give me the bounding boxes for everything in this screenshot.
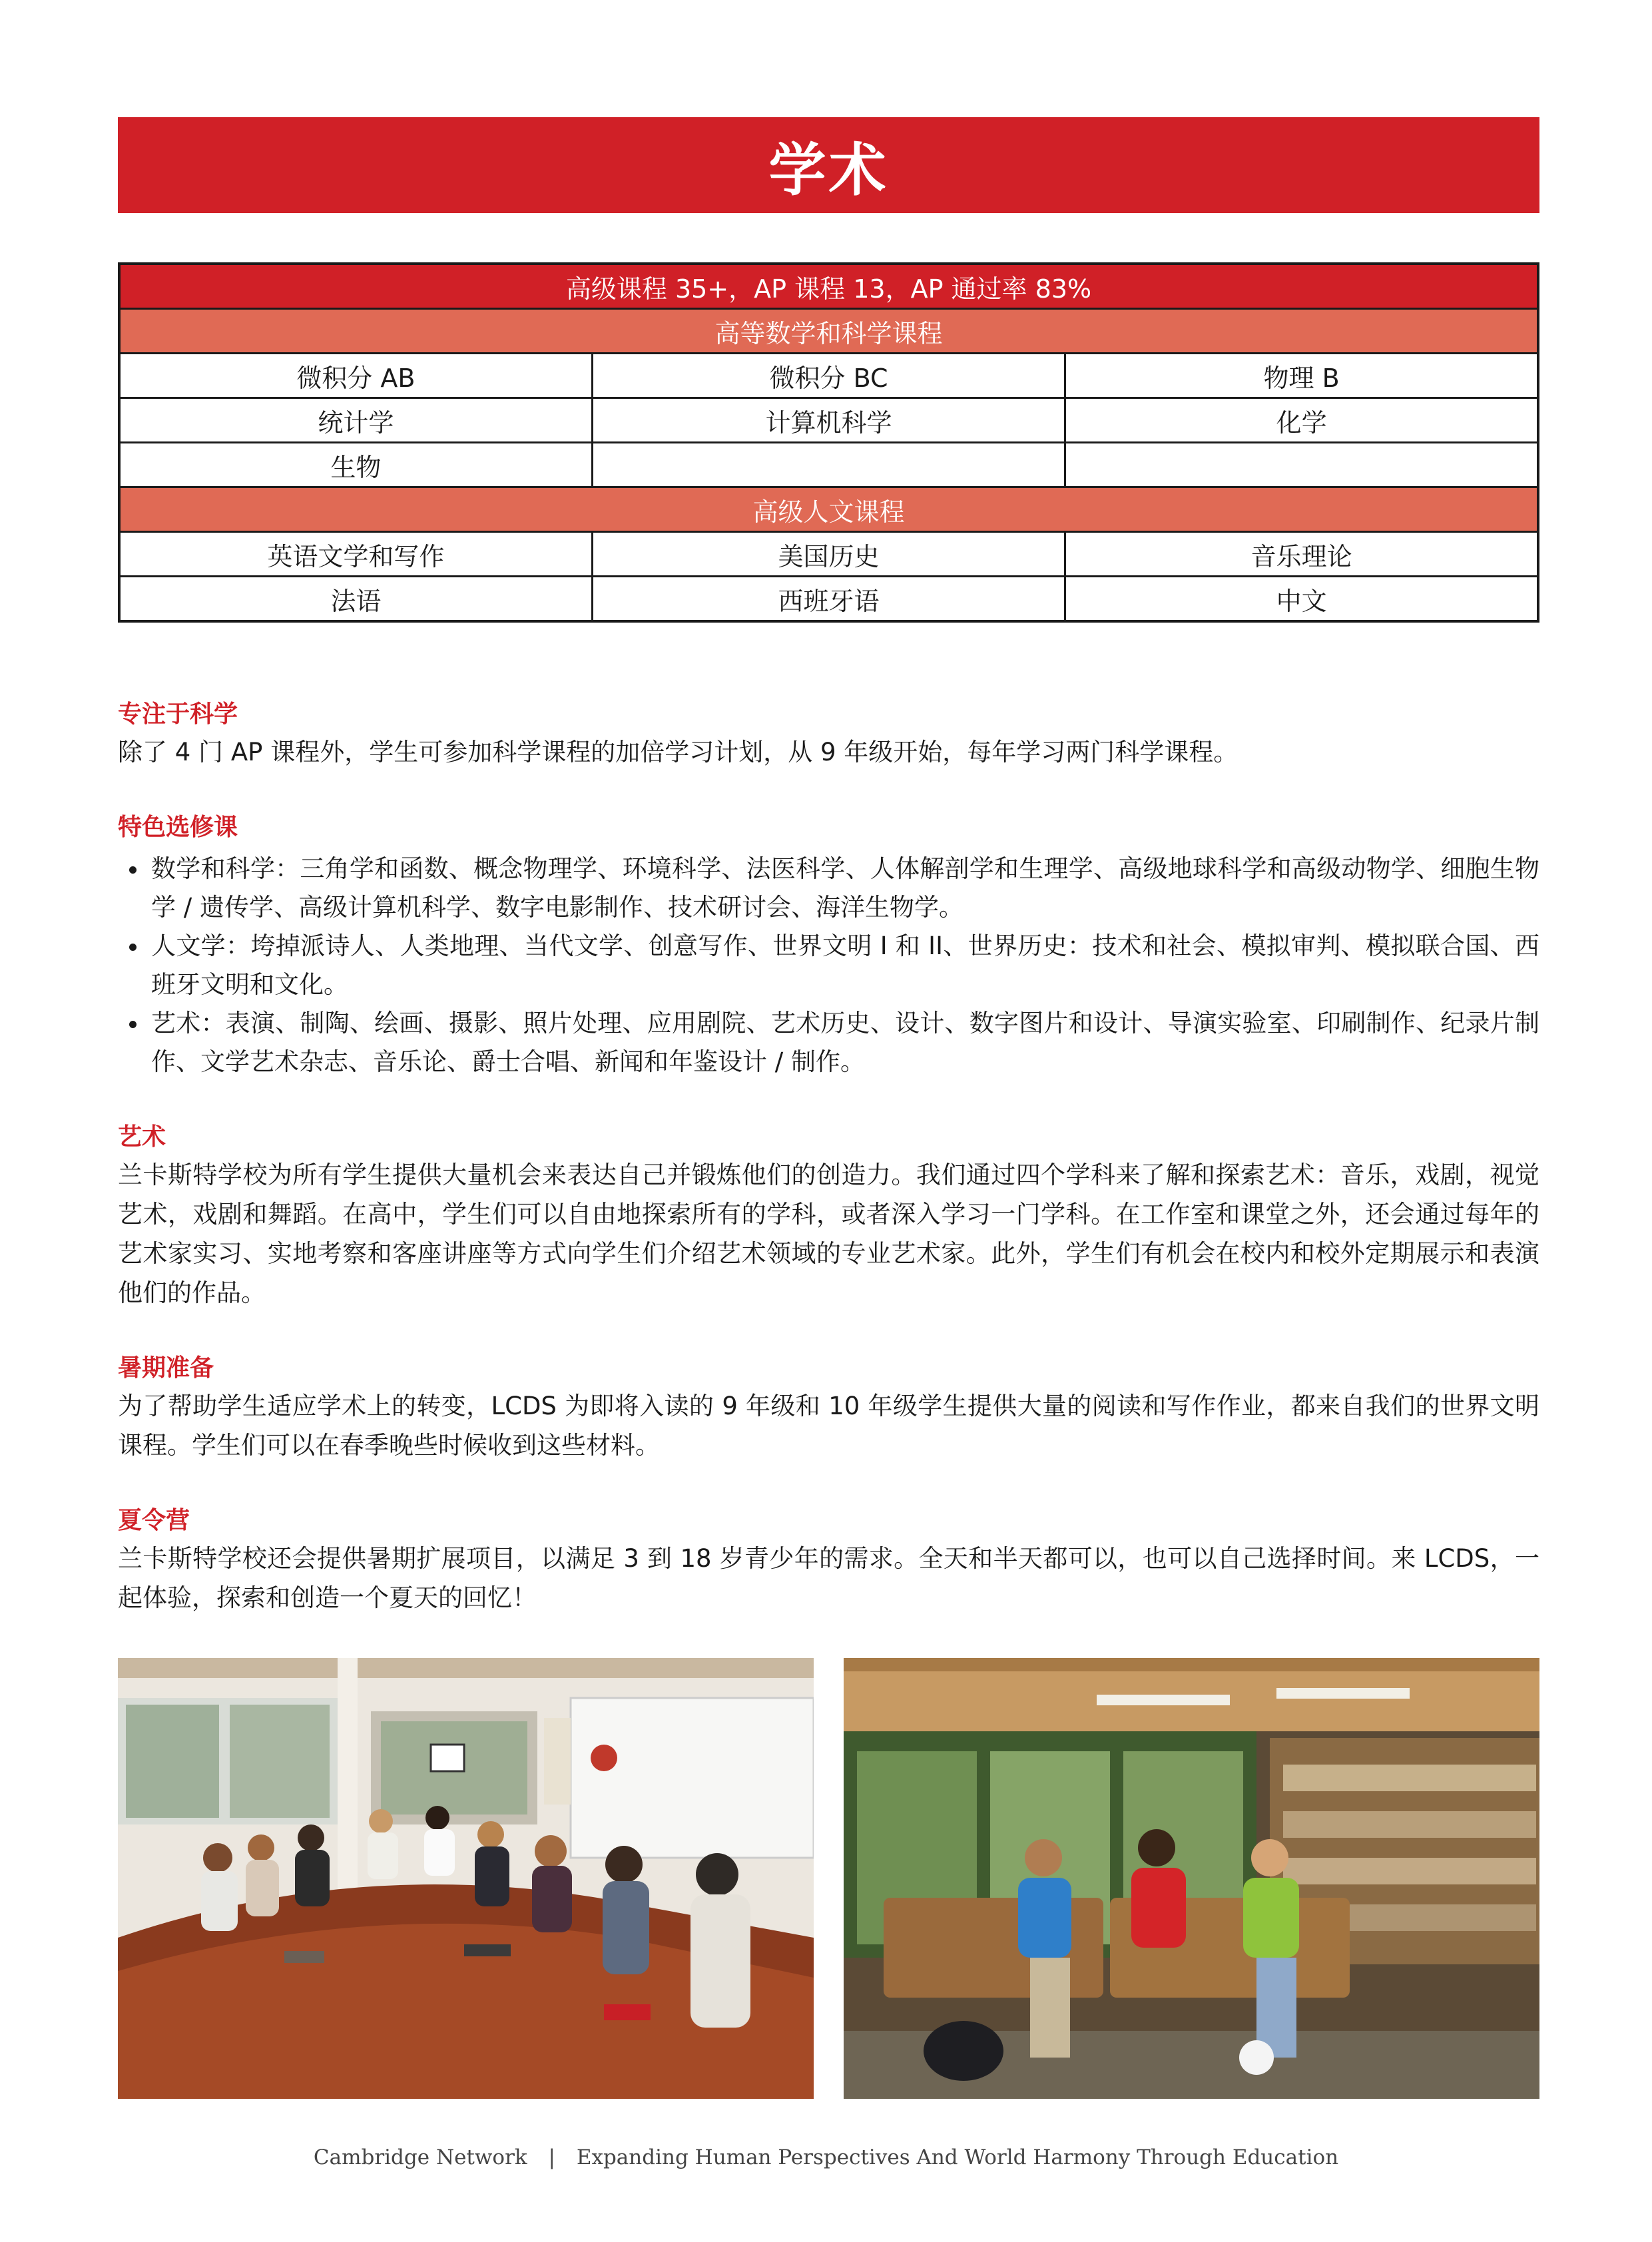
section-text: 为了帮助学生适应学术上的转变，LCDS 为即将入读的 9 年级和 10 年级学生提供大量的阅读和写作作业，都来自我们的世界文明课程。学生们可以在春季晚些时候收到这些材料。 bbox=[118, 1392, 1539, 1460]
page-title: 学术 bbox=[768, 137, 889, 204]
course-cell: 微积分 BC bbox=[592, 354, 1065, 398]
category-row-humanities bbox=[119, 487, 1538, 532]
category-title-math-science: 高等数学和科学课程 bbox=[119, 309, 1538, 354]
course-table-header-row bbox=[119, 264, 1538, 309]
category-row-math-science bbox=[119, 309, 1538, 354]
table-row bbox=[119, 443, 1538, 487]
electives-list bbox=[118, 850, 1539, 1081]
course-cell: 统计学 bbox=[119, 398, 592, 443]
classroom-photo bbox=[118, 1658, 814, 2099]
section-title: 艺术 bbox=[118, 1123, 166, 1151]
course-cell: 英语文学和写作 bbox=[119, 532, 592, 577]
section-text: 兰卡斯特学校为所有学生提供大量机会来表达自己并锻炼他们的创造力。我们通过四个学科来了解和探索艺术：音乐，戏剧，视觉艺术，戏剧和舞蹈。在高中，学生们可以自由地探索所有的学科，或者深入学习一门学科。在工作室和课堂之外，还会通过每年的艺术家实习、实地考察和客座讲座等方式向学生们介绍艺术领域的专业艺术家。此外，学生们有机会在校内和校外定期展示和表演他们的作品。 bbox=[118, 1161, 1539, 1307]
section-title: 专注于科学 bbox=[118, 701, 238, 728]
course-table-header: 高级课程 35+，AP 课程 13，AP 通过率 83% bbox=[119, 264, 1538, 309]
course-cell bbox=[1065, 443, 1538, 487]
section-summer-prep bbox=[118, 1350, 1539, 1465]
section-title: 特色选修课 bbox=[118, 814, 238, 841]
course-cell: 美国历史 bbox=[592, 532, 1065, 577]
section-text: 兰卡斯特学校还会提供暑期扩展项目，以满足 3 到 18 岁青少年的需求。全天和半天都可以，也可以自己选择时间。来 LCDS，一起体验，探索和创造一个夏天的回忆！ bbox=[118, 1544, 1539, 1612]
section-science bbox=[118, 697, 1539, 772]
content-sections bbox=[118, 697, 1539, 1655]
course-cell: 生物 bbox=[119, 443, 592, 487]
list-item: • 数学和科学：三角学和函数、概念物理学、环境科学、法医科学、人体解剖学和生理学、高级地球科学和高级动物学、细胞生物学 / 遗传学、高级计算机科学、数字电影制作、技术研讨会、海洋生物学。 bbox=[148, 850, 1539, 927]
category-title-humanities: 高级人文课程 bbox=[119, 487, 1538, 532]
section-electives bbox=[118, 810, 1539, 1081]
footer-tagline: Expanding Human Perspectives And World Harmony Through Education bbox=[576, 2145, 1339, 2169]
course-cell: 微积分 AB bbox=[119, 354, 592, 398]
section-text: 除了 4 门 AP 课程外，学生可参加科学课程的加倍学习计划，从 9 年级开始，每年学习两门科学课程。 bbox=[118, 738, 1239, 766]
course-cell: 西班牙语 bbox=[592, 577, 1065, 622]
list-item: • 艺术：表演、制陶、绘画、摄影、照片处理、应用剧院、艺术历史、设计、数字图片和设计、导演实验室、印刷制作、纪录片制作、文学艺术杂志、音乐论、爵士合唱、新闻和年鉴设计 / 制作。 bbox=[148, 1004, 1539, 1081]
table-row bbox=[119, 354, 1538, 398]
section-title: 暑期准备 bbox=[118, 1354, 214, 1382]
section-summer-camp bbox=[118, 1503, 1539, 1617]
course-table bbox=[118, 262, 1539, 623]
course-cell: 法语 bbox=[119, 577, 592, 622]
footer-brand: Cambridge Network bbox=[313, 2145, 527, 2169]
section-arts bbox=[118, 1119, 1539, 1312]
footer bbox=[0, 2145, 1652, 2169]
course-cell: 化学 bbox=[1065, 398, 1538, 443]
page-title-banner bbox=[118, 117, 1539, 213]
section-title: 夏令营 bbox=[118, 1507, 190, 1534]
footer-separator: | bbox=[548, 2145, 555, 2169]
course-cell: 物理 B bbox=[1065, 354, 1538, 398]
course-cell: 音乐理论 bbox=[1065, 532, 1538, 577]
course-cell bbox=[592, 443, 1065, 487]
course-cell: 计算机科学 bbox=[592, 398, 1065, 443]
library-photo bbox=[844, 1658, 1539, 2099]
table-row bbox=[119, 532, 1538, 577]
list-item: • 人文学：垮掉派诗人、人类地理、当代文学、创意写作、世界文明 I 和 II、世界历史：技术和社会、模拟审判、模拟联合国、西班牙文明和文化。 bbox=[148, 927, 1539, 1004]
table-row bbox=[119, 398, 1538, 443]
table-row bbox=[119, 577, 1538, 622]
course-cell: 中文 bbox=[1065, 577, 1538, 622]
